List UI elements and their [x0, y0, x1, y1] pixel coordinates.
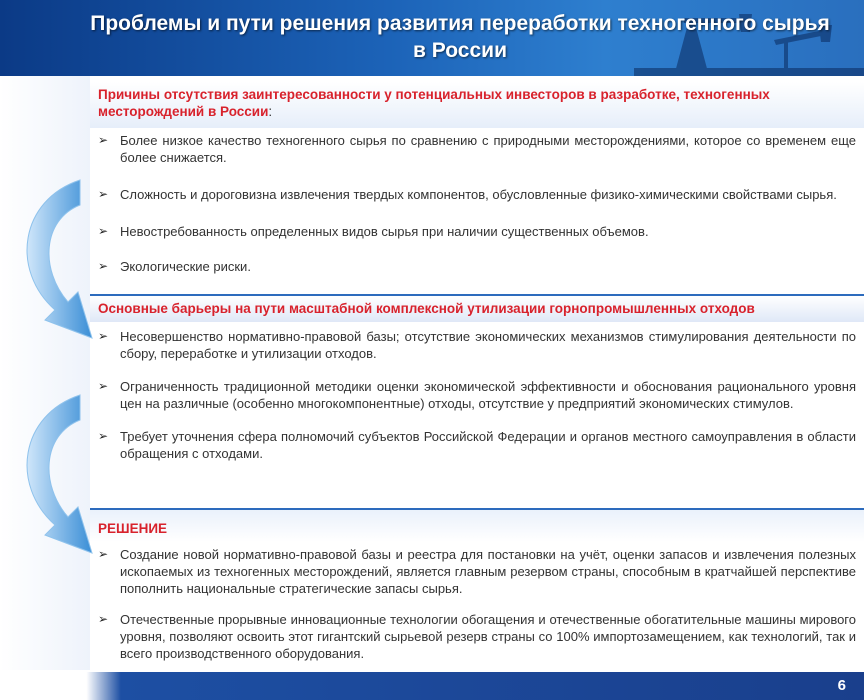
list-item: ➢ Требует уточнения сфера полномочий субъектов Российской Федерации и органов местного самоуправления в области обращения с отходами. — [98, 429, 856, 461]
list-item: ➢ Создание новой нормативно-правовой базы и реестра для постановки на учёт, оценки запасов и извлечения полезных ископаемых из техногенных месторождений, является главным резервом страны, способным в кратчайшей перспективе пополнить национальные стратегические запасы сырья. — [98, 547, 856, 596]
list-item: ➢ Несовершенство нормативно-правовой базы; отсутствие экономических механизмов стимулирования деятельности по сбору, переработке и утилизации отходов. — [98, 329, 856, 361]
title-line-1: Проблемы и пути решения развития переработки техногенного сырья — [90, 12, 830, 35]
section-heading-barriers: Основные барьеры на пути масштабной комплексной утилизации горнопромышленных отходов — [90, 294, 864, 322]
page-number: 6 — [837, 677, 846, 694]
slide-header — [0, 0, 864, 76]
arrow-bullet-icon: ➢ — [98, 379, 109, 393]
list-item: ➢ Невостребованность определенных видов сырья при наличии существенных объемов. — [98, 224, 649, 239]
barriers-list — [98, 328, 856, 462]
list-item: ➢ Отечественные прорывные инновационные технологии обогащения и отечественные обогатительные машины мирового уровня, позволяют освоить этот гигантский сырьевой резерв страны со 100% импортозамещением, как технологий, так и всего производственного оборудования. — [98, 612, 856, 661]
section-heading-reasons — [90, 82, 864, 128]
list-item: ➢ Ограниченность традиционной методики оценки экономической эффективности и обоснования рационального уровня цен на различные (особенно многокомпонентные) отходы, отсутствие у предприятий экономических стимулов. — [98, 379, 856, 411]
list-item: ➢ Сложность и дороговизна извлечения твердых компонентов, обусловленные физико-химическими свойствами сырья. — [98, 187, 837, 202]
slide-footer — [0, 672, 864, 700]
reasons-list — [98, 132, 856, 275]
arrow-bullet-icon: ➢ — [98, 187, 109, 201]
arrow-bullet-icon: ➢ — [98, 259, 109, 273]
curved-arrow-icon — [27, 180, 92, 338]
arrow-bullet-icon: ➢ — [98, 547, 109, 561]
solution-list — [98, 546, 856, 662]
curved-arrow-icons — [0, 160, 95, 590]
section-heading-colon: : — [268, 104, 273, 119]
list-item: ➢ Более низкое качество техногенного сырья по сравнению с природными месторождениями, которое со временем еще более снижается. — [98, 133, 856, 165]
curved-arrow-icon — [27, 395, 92, 553]
page-title — [40, 10, 864, 64]
section-heading-solution: РЕШЕНИЕ — [90, 508, 864, 542]
section-heading-text: Причины отсутствия заинтересованности у потенциальных инвесторов в разработке, техногенных месторождений в России — [98, 87, 770, 119]
arrow-bullet-icon: ➢ — [98, 429, 109, 443]
arrow-bullet-icon: ➢ — [98, 612, 109, 626]
title-line-2: в России — [413, 39, 507, 62]
arrow-bullet-icon: ➢ — [98, 133, 109, 147]
list-item: ➢ Экологические риски. — [98, 259, 251, 274]
content-panel — [90, 76, 864, 670]
arrow-bullet-icon: ➢ — [98, 224, 109, 238]
arrow-bullet-icon: ➢ — [98, 329, 109, 343]
